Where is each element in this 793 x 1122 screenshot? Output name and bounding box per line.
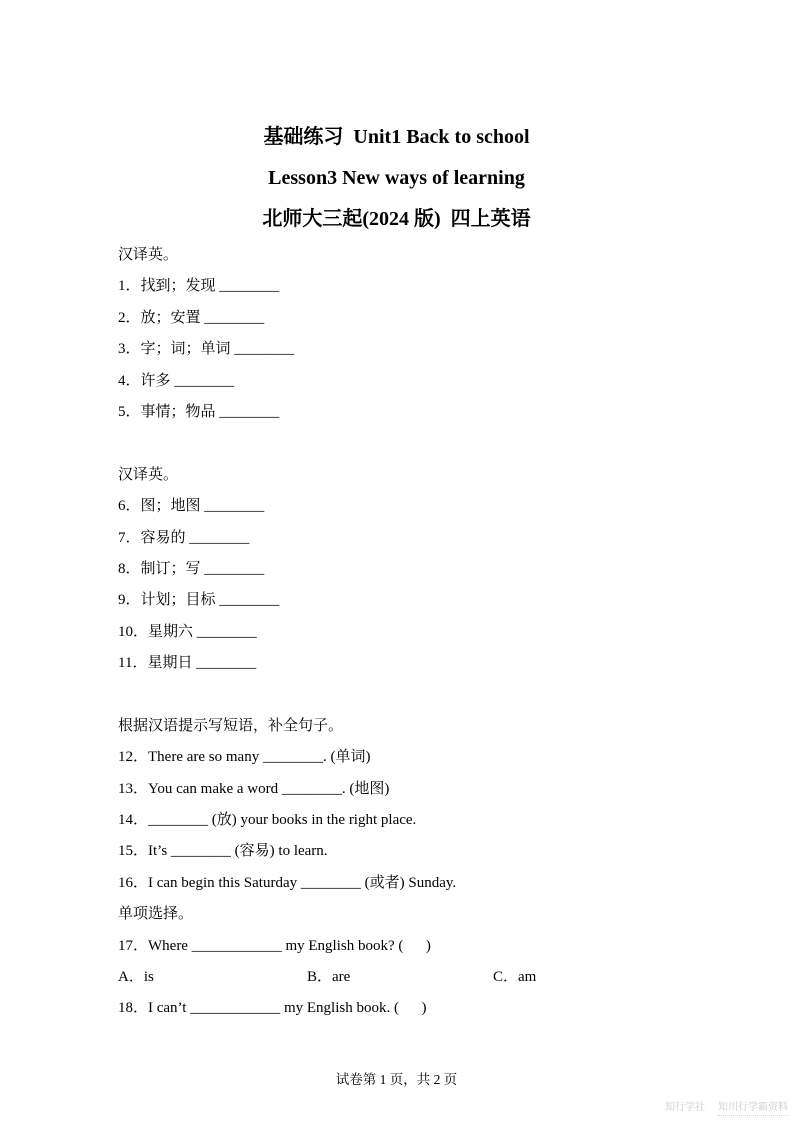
question-item-12: 12．There are so many ________. (单词) (118, 749, 371, 766)
question-item-2: 2．放；安置 ________ (118, 309, 265, 326)
section2-header: 汉译英。 (118, 466, 179, 483)
option-c: C．am (493, 968, 537, 985)
section4-header: 单项选择。 (118, 906, 194, 923)
blank-line (118, 679, 753, 710)
question-item-9: 9．计划；目标 ________ (118, 592, 280, 609)
option-a: A．is (118, 968, 154, 985)
document-title (0, 0, 793, 240)
question-item-3: 3．字；词；单词 ________ (118, 341, 295, 358)
choice-options-row (118, 962, 753, 993)
watermark (665, 1101, 788, 1116)
watermark-left-text: 知行学社 (665, 1102, 705, 1113)
question-item-14: 14．________ (放) your books in the right place. (118, 812, 417, 829)
question-item-7: 7．容易的 ________ (118, 529, 250, 546)
question-item-4: 4．许多 ________ (118, 372, 235, 389)
worksheet-body (118, 240, 753, 1025)
question-item-11: 11．星期日 ________ (118, 655, 257, 672)
title-line-3: 北师大三起(2024 版) 四上英语 (262, 208, 531, 230)
title-line-1: 基础练习 Unit1 Back to school (263, 126, 530, 148)
question-item-13: 13．You can make a word ________. (地图) (118, 780, 390, 797)
section3-header: 根据汉语提示写短语，补全句子。 (118, 717, 344, 734)
question-item-1: 1．找到；发现 ________ (118, 278, 280, 295)
section1-header: 汉译英。 (118, 247, 179, 263)
question-item-16: 16．I can begin this Saturday ________ (或者) Sunday. (118, 874, 457, 891)
question-item-17: 17．Where ____________ my English book? ( ) (118, 937, 431, 954)
question-item-18: 18．I can’t ____________ my English book. ( ) (118, 1000, 427, 1017)
question-item-8: 8．制订；写 ________ (118, 560, 265, 577)
question-item-15: 15．It’s ________ (容易) to learn. (118, 843, 328, 860)
option-b: B．are (307, 968, 351, 985)
page-number-footer: 试卷第 1 页，共 2 页 (335, 1072, 458, 1087)
question-item-6: 6．图；地图 ________ (118, 498, 265, 515)
title-line-2: Lesson3 New ways of learning (268, 167, 525, 189)
watermark-right-text: 知川行学霸资料 (718, 1101, 788, 1116)
blank-line (118, 428, 753, 459)
question-item-5: 5．事情；物品 ________ (118, 403, 280, 420)
question-item-10: 10．星期六 ________ (118, 623, 257, 640)
